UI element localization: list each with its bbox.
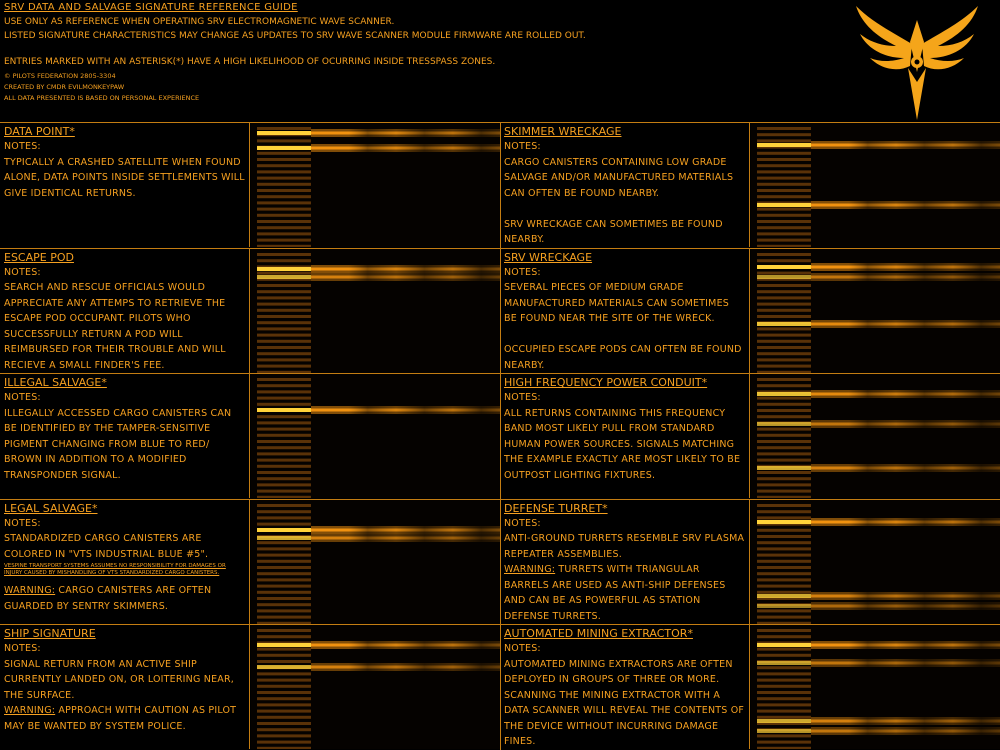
notes-label: NOTES: [4,392,41,404]
entry-text [0,249,250,373]
entry-automated-mining-extractor [500,624,1000,749]
entry-escape-pod [0,248,500,373]
entry-notes: AUTOMATED MINING EXTRACTORS ARE OFTEN DEPLOYED IN GROUPS OF THREE OR MORE. SCANNING THE MINING EXTRACTOR WITH A DATA SCANNER WILL REVEAL THE CONTENTS OF THE DEVICE WITHOUT INCURRING DAMAGE FINES. [504,658,745,748]
warning-text: CARGO CANISTERS ARE OFTEN GUARDED BY SENTRY SKIMMERS. [4,585,212,612]
entry-title: SHIP SIGNATURE [4,627,96,641]
warning-note [504,562,745,624]
notes-label: NOTES: [504,141,541,152]
header-line-3: ENTRIES MARKED WITH AN ASTERISK(*) HAVE A HIGH LIKELIHOOD OF OCURRING INSIDE TRESSPASS ZONES. [4,57,496,67]
warning-label: WARNING: [4,585,56,597]
entry-title: SKIMMER WRECKAGE [504,125,622,138]
notes-label: NOTES: [4,643,41,655]
entry-text [500,249,750,373]
entry-notes: ILLEGALLY ACCESSED CARGO CANISTERS CAN BE IDENTIFIED BY THE TAMPER-SENSITIVE PIGMENT CHANGING FROM BLUE TO RED/ BROWN IN ADDITION TO A MODIFIED TRANSPONDER SIGNAL. [4,407,232,481]
entry-text [0,500,250,624]
notes-label: NOTES: [4,517,41,529]
page-title: SRV DATA AND SALVAGE SIGNATURE REFERENCE GUIDE [4,2,298,13]
scanner-signal-display [251,123,500,247]
scanner-signal-display [251,249,500,373]
entry-notes: ALL RETURNS CONTAINING THIS FREQUENCY BAND MOST LIKELY PULL FROM STANDARD HUMAN POWER SOURCES. SIGNALS MATCHING THE EXAMPLE EXACTLY ARE MOST LIKELY TO BE OUTPOST LIGHTING FIXTURES. [504,407,741,481]
scanner-signal-display [751,123,1000,247]
entry-text [500,625,750,749]
notes-label: NOTES: [504,266,541,278]
notes-label: NOTES: [4,266,41,278]
warning-label: WARNING: [4,705,56,717]
scanner-signal-display [251,625,500,749]
entry-defense-turret [500,499,1000,624]
entry-text [0,123,250,247]
entry-notes: STANDARDIZED CARGO CANISTERS ARE COLORED IN "VTS INDUSTRIAL BLUE #5". [4,533,209,560]
fine-print: VESPINE TRANSPORT SYSTEMS ASSUMES NO RESPONSIBILITY FOR DAMAGES OR INJURY CAUSED BY MISHANDLING OF VTS STANDARDIZED CARGO CANISTERS. [4,563,226,577]
elite-emblem-icon [852,2,982,122]
entry-notes: SEARCH AND RESCUE OFFICIALS WOULD APPRECIATE ANY ATTEMPS TO RETRIEVE THE ESCAPE POD OCCUPANT. PILOTS WHO SUCCESSFULLY RETURN A POD WILL REIMBURSED FOR THEIR TROUBLE AND WILL RECIEVE A SMALL FINDER'S FEE. [4,282,226,371]
entry-text [500,500,750,624]
entry-notes: SEVERAL PIECES OF MEDIUM GRADE MANUFACTURED MATERIALS CAN SOMETIMES BE FOUND NEAR THE SITE OF THE WRECK. OCCUPIED ESCAPE PODS CAN OFTEN BE FOUND NEARBY. [504,282,742,371]
entry-title: DATA POINT* [4,125,75,138]
entry-text [0,374,250,498]
warning-note [4,703,245,734]
scanner-signal-display [751,249,1000,373]
entry-title: HIGH FREQUENCY POWER CONDUIT* [504,376,708,390]
entry-title: LEGAL SALVAGE* [4,501,98,515]
entry-notes: ANTI-GROUND TURRETS RESEMBLE SRV PLASMA REPEATER ASSEMBLIES. [504,533,745,560]
entry-ship-signature [0,624,500,749]
entry-legal-salvage [0,499,500,624]
notes-label: NOTES: [4,141,41,152]
entry-title: AUTOMATED MINING EXTRACTOR* [504,627,693,641]
copyright: © PILOTS FEDERATION 2805-3304 [4,72,116,80]
scanner-signal-display [251,500,500,624]
entry-srv-wreckage [500,248,1000,373]
header-line-1: USE ONLY AS REFERENCE WHEN OPERATING SRV ELECTROMAGNETIC WAVE SCANNER. [4,17,395,27]
disclaimer: ALL DATA PRESENTED IS BASED ON PERSONAL EXPERIENCE [4,94,200,102]
credits: CREATED BY CMDR EVILMONKEYPAW [4,83,125,91]
scanner-signal-display [751,625,1000,749]
entry-notes: SIGNAL RETURN FROM AN ACTIVE SHIP CURRENTLY LANDED ON, OR LOITERING NEAR, THE SURFACE. [4,658,235,701]
notes-label: NOTES: [504,392,541,404]
entry-text [0,625,250,749]
header-line-2: LISTED SIGNATURE CHARACTERISTICS MAY CHANGE AS UPDATES TO SRV WAVE SCANNER MODULE FIRMWARE ARE ROLLED OUT. [4,31,586,41]
entry-skimmer-wreckage [500,122,1000,247]
entry-notes: CARGO CANISTERS CONTAINING LOW GRADE SALVAGE AND/OR MANUFACTURED MATERIALS CAN OFTEN BE FOUND NEARBY. SRV WRECKAGE CAN SOMETIMES BE FOUND NEARBY. [504,156,734,245]
entry-high-frequency-power-conduit [500,373,1000,498]
entry-notes: TYPICALLY A CRASHED SATELLITE WHEN FOUND ALONE, DATA POINTS INSIDE SETTLEMENTS WILL GIVE IDENTICAL RETURNS. [4,156,245,199]
entry-title: SRV WRECKAGE [504,250,593,264]
entry-title: ESCAPE POD [4,250,74,264]
entry-title: ILLEGAL SALVAGE* [4,376,107,390]
entry-illegal-salvage [0,373,500,498]
entry-text [500,374,750,498]
entry-title: DEFENSE TURRET* [504,501,608,515]
warning-note [4,583,245,614]
notes-label: NOTES: [504,643,541,655]
signature-grid [0,122,1000,750]
entry-text [500,123,750,247]
warning-label: WARNING: [504,564,556,576]
entry-data-point [0,122,500,247]
notes-label: NOTES: [504,517,541,529]
scanner-signal-display [751,374,1000,498]
header [0,0,1000,122]
scanner-signal-display [251,374,500,498]
warning-text: TURRETS WITH TRIANGULAR BARRELS ARE USED AS ANTI-SHIP DEFENSES AND CAN BE AS POWERFUL AS STATION DEFENSE TURRETS. [504,564,726,622]
warning-text: APPROACH WITH CAUTION AS PILOT MAY BE WANTED BY SYSTEM POLICE. [4,705,237,732]
scanner-signal-display [751,500,1000,624]
